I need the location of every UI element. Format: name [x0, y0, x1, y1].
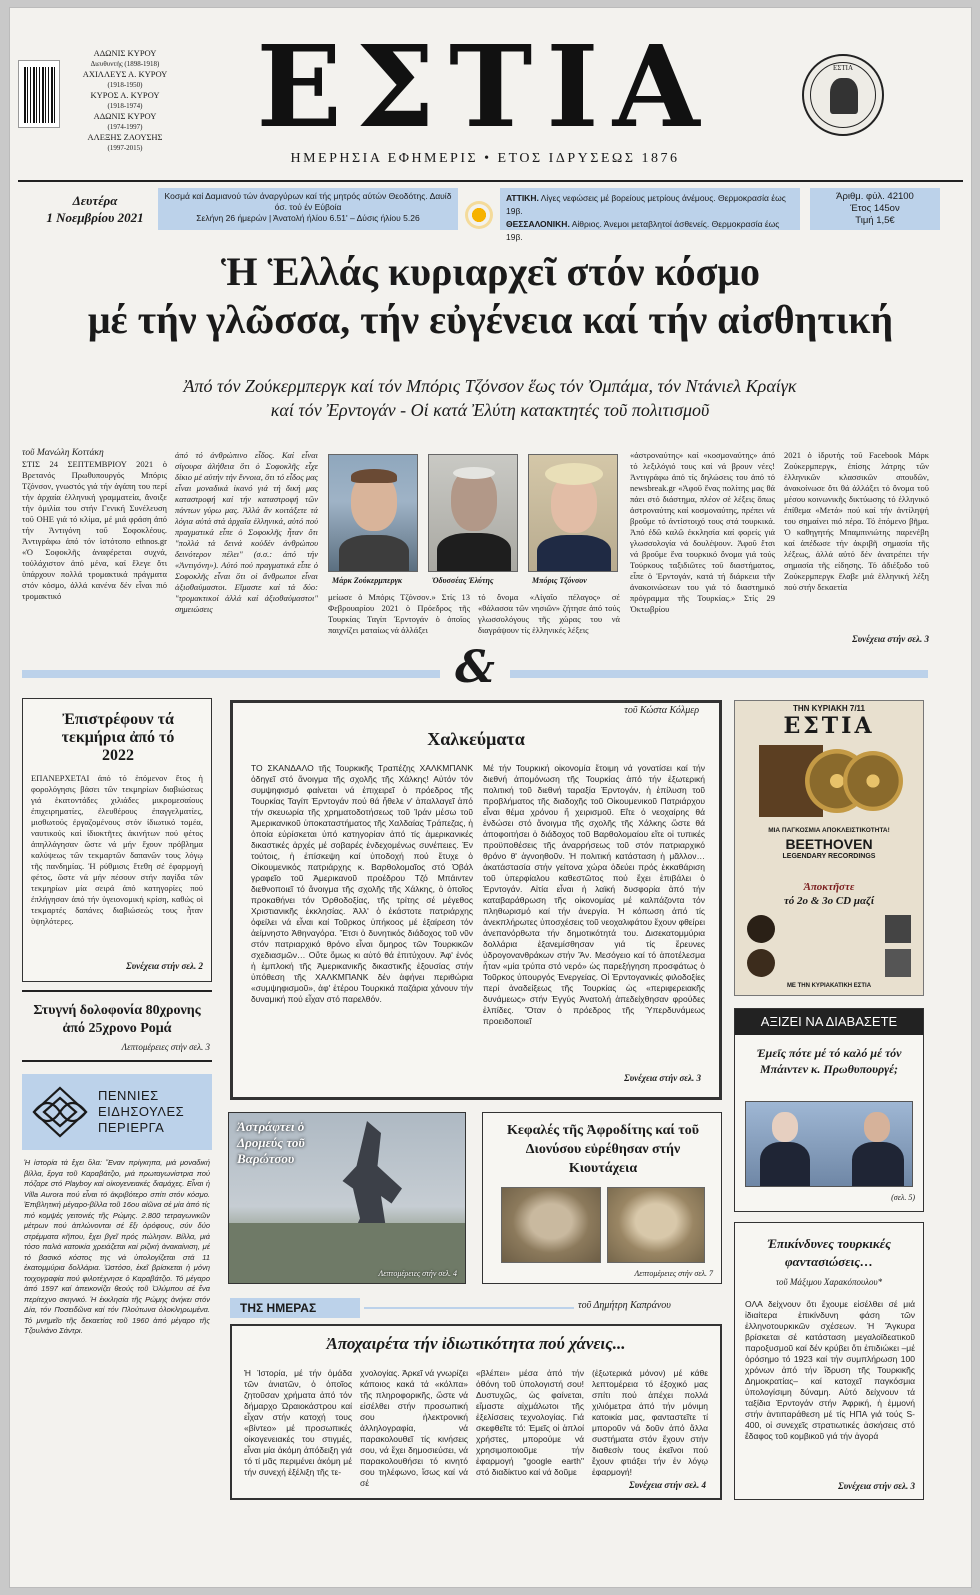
feature-box: [230, 700, 722, 1100]
turkey-continued: Συνέχεια στήν σελ. 3: [838, 1481, 915, 1491]
sun-icon: [468, 204, 490, 226]
murder-headline: Στυγνή δολοφονία 80χρονης ἀπό 25χρονο Ρομά: [33, 1003, 201, 1036]
heads-headline: Κεφαλές τῆς Ἀφροδίτης καί τοῦ Διονύσου εὑρέθησαν στήν Κιουτάχεια: [507, 1123, 699, 1176]
portrait-elytis: [428, 454, 518, 572]
pennies-title: ΠΕΝΝΙΕΣ ΕΙΔΗΣΟΥΛΕΣ ΠΕΡΙΕΡΓΑ: [98, 1088, 185, 1135]
today-headline: Ἀποχαιρέτα τήν ἰδιωτικότητα πού χάνεις...: [326, 1334, 626, 1353]
weather: ΑΤΤΙΚΗ. Λίγες νεφώσεις μέ βορείους μετρίους άνέμους. Θερμοκρασία έως 19β. ΘΕΣΣΑΛΟΝΙΚΗ. Αίθριος. Άνεμοι μεταβλητοί άσθενείς. Θερμοκρασία έως 19β.: [500, 188, 800, 230]
portrait-zuckerberg: [328, 454, 418, 572]
today-byline: τοῦ Δημήτρη Καπράνου: [578, 1300, 671, 1311]
today-column-2: χνολογίας. Ἀρκεῖ νά γνωρίζει κάποιος κακά τά «κόλπα» τῆς πληροφορικῆς, ὥστε νά εἰσέλθει στήν προσωπική σου ἠλεκτρονική ἀλληλογραφία, νά παρακολουθεῖ τίς κινήσεις σου, νά ἔχει δημοσιεύσει, νά παρακολουθήσει τό κινητό σου τηλέφωνο, ἴσως καί νά σέ: [360, 1368, 468, 1488]
worth-ref: (σελ. 5): [891, 1193, 915, 1202]
ornament-icon: [28, 1082, 92, 1142]
conductor-thumb-1: [885, 915, 911, 943]
murder-details: Λεπτομέρειες στήν σελ. 3: [121, 1042, 210, 1052]
lead-byline: τοῦ Μανώλη Κοττάκη: [22, 448, 104, 458]
runner-caption: Ἀστράφτει ὁ Δρομεύς τοῦ Βαρώτσου: [237, 1119, 305, 1166]
masthead-seal: ΕΣΤΙΑ: [802, 54, 884, 136]
pennies-body: Ἡ ἱστορία τά ἔχει ὅλα: Ἕναν πρίγκηπα, μιά μοναδική βίλλα, ἔργα τοῦ Καραβάτζιο, μιά πρωταγωνίστρια πού πόζαρε στό Playboy καί οἰκογενειακές διαμάχες. Εἶναι ἡ Villa Aurora πού εἶναι τό ἀκριβότερο σπίτι στόν κόσμο. Ἐπιβλητική μέγαρο-βίλλα τοῦ 16ου αἰῶνα σέ μία ἀπό τίς πιό κομψές γειτονιές τῆς Ρώμης. 2.800 τετραγωνικῶν μέτρων πού ἁπλώνονται σέ ἔξι ὀρόφους, σύν δύο στρέμματα κῆπου, ἔχει βγεῖ πρός πώλησιν. Βίλλα, μιά τόσο παλιά κατοικία χρειάζεται καί ριζική ἀνακαίνιση, μέ τό βασικό κόστος της νά ὑπολογίζεται στά 11 ἑκατομμύρια δολλάρια. Ὡστόσο, ἐκεῖ βρίσκεται ἡ μόνη τοιχογραφία πού φιλοτέχνησε ὁ Καραβάτζιο. Τό μέγαρο ἀπό 1597 καί ἀπεικονίζει θεούς τοῦ Ὀλύμπου σέ ἕνα περίτεχνο σκηνικό. Ἡ ἐκκλησία τῆς Ρώμης ἀνήκει στόν Δία, τόν Ποσειδῶνα καί τόν Πλούτωνα ὁλοκληρωμένα. Τό μνημεῖο τῆς δεκαετίας τοῦ 1960 ἀπό μέγαρο τῆς Τζουλιάνο Σάντρι.: [24, 1158, 210, 1335]
lead-column-5: «ἀστροναύτης» καί «κοσμοναύτης» ἀπό τό λεξιλόγιό τους καί νά βρουν νέες! Ἀντιγράφω ἀπό τίς δηλώσεις του ἀπό τό newsbreak.gr «Ἀφοῦ ἕνας πολίτης μας θά πάει στό διάστημα, πλέον σέ λέξεις ὅπως ἀστροναύτης καί κοσμοναύτης, πρέπει νά βροῦμε τό ἀντίστοιχό τους στά τουρκικά. Ἀπό ἐδῶ καλῶ ἐκκλησία καί φορείς γιά γλωσσολογία νά δουλέψουν. Ἀφοῦ ἔτσι νά βροῦμε ἕνα τουρκικό ὄνομα γιά τούς Τούρκους ταξιδιῶτες τοῦ διαστήματος, εἶπε ὁ Ἐρντογάν, κατά τή διάρκεια τῆν ἀνακοινώσεων του γιά τό διαστημικό πρόγραμμα τῆς Τουρκίας.» Στίς 29 Ὀκτωβρίου: [630, 450, 775, 614]
ampersand-divider: &: [455, 642, 495, 693]
masthead-title: ΕΣΤΙΑ: [256, 22, 714, 153]
dateline-date: Δευτέρα 1 Νοεμβρίου 2021: [46, 193, 144, 225]
divider-band-left: [22, 670, 440, 678]
biden-erdogan-photo: [745, 1101, 913, 1187]
today-column-1: Ἡ Ἱστορία, μέ τήν ὁμάδα τῶν ἀνιατῶν, ὁ ὁποῖος ζητοῦσαν χρήματα ἀπό τόν δήμαρχο Ὠραιοκάστρου καί εἶχαν στήν κατοχή τους «βίντεο» μέ προσωπικές οἰκογενειακές του στιγμές, εἶναι μία ἀκόμη ἀπόδειξη γιά τό τί μᾶς περιμένει ἀκόμη μέ τήν συνεχή ἐξέλιξη τῆς τε-: [244, 1368, 352, 1477]
feature-byline: τοῦ Κώστα Κόλμερ: [624, 705, 699, 716]
today-label: ΤΗΣ ΗΜΕΡΑΣ: [230, 1298, 360, 1318]
lead-column-3: μείωσε ὁ Μπόρις Τζόνσον.» Στίς 13 Φεβρουαρίου 2021 ὁ Πρόεδρος τῆς Τουρκίας Ταγίπ Ἐρντογάν ὁ ὁποῖος παιχνίζει ματαίως νά ἀλλάξει: [328, 592, 470, 635]
cd-thumb-1: [747, 915, 775, 943]
barcode: [18, 60, 60, 128]
today-box: [230, 1324, 722, 1500]
caption-zuckerberg: Μάρκ Ζούκερμπεργκ: [332, 576, 403, 585]
tax-headline: Ἐπιστρέφουν τά τεκμήρια ἀπό τό 2022: [61, 711, 175, 764]
lead-headline: Ἡ Ἑλλάς κυριαρχεῖ στόν κόσμο μέ τήν γλῶσσα, τήν εὐγένεια καί τήν αἰσθητική: [87, 249, 894, 342]
feature-headline: Χαλκεύματα: [427, 729, 525, 749]
portrait-johnson: [528, 454, 618, 572]
heads-ref: Λεπτομέρειες στήν σελ. 7: [634, 1269, 713, 1278]
tax-body: ΕΠΑΝΕΡΧΕΤΑΙ ἀπό τό ἑπόμενον ἔτος ἡ φορολόγησις βάσει τῶν τεκμηρίων διαβιώσεως γιά ἑκατοντάδες χιλιάδες μικρομεσαίους ἐπιχειρηματίες, ἐλευθέρους ἐπαγγελματίες, μισθωτούς ἐργαζομένους στόν ἰδιωτικό τομέα, ναυτικούς καί ἰδιοκτῆτες ἀκινήτων πού φέτος ἀπηλλάγησαν ὥστε νά μήν ἔχουν πρόβλημα καλύψεως τῶν τεκμαρτῶν δαπανῶν τους λόγῳ τῆς πανδημίας. Ἡ ρύθμισις ἔτεθη σέ ἐφαρμογή φέτος, ὥστε νά μήν πέσουν στήν παγίδα τῶν τεκμηρίων μία σειρά ἀπό κατηγορίες πού ἐπλήγησαν ἀπό τήν ὑγειονομική κρίση, καθώς οἱ τεκμαρτές δαπάνες διαβιώσεώς τους ἦταν ὑψηλότερες.: [31, 773, 203, 926]
divider-band-right: [510, 670, 928, 678]
runner-ref: Λεπτομέρειες στήν σελ. 4: [378, 1269, 457, 1278]
beethoven-promo: ΤΗΝ ΚΥΡΙΑΚΗ 7/11 ΕΣΤΙΑ ΜΙΑ ΠΑΓΚΟΣΜΙΑ ΑΠΟΚΛΕΙΣΤΙΚΟΤΗΤΑ! BEETHOVEN LEGENDARY RECORDINGS Ἀποκτῆστε τό 2ο & 3ο CD μαζί ΜΕ ΤΗΝ ΚΥΡΙΑΚΑΤΙΚΗ ΕΣΤΙΑ: [734, 700, 924, 996]
turkey-box: [734, 1222, 924, 1500]
dionysus-head-photo: [607, 1187, 705, 1263]
issue-info: Άριθμ. φύλ. 42100 Έτος 145ον Τιμή 1,5€: [810, 188, 940, 230]
tax-continued: Συνέχεια στήν σελ. 2: [126, 961, 203, 971]
top-rule: [18, 180, 963, 182]
lead-column-2: ἀπό τό ἀνθρώπινο εἶδος. Καί εἶναι σίγουρα ἀλήθεια ὅτι ὁ Σοφοκλῆς εἶχε δίκιο μέ αὐτήν τήν ἔννοια, ὅτι τό εἶδος μας εἶναι μοναδικά ἱκανό γιά τή δική μας καταστροφή καί τήν καταστροφή τῶν πάντων γύρω μας. Ἀλλά ἄν κοιτάξετε τά λόγια αὐτά στά ἀρχαῖα ἑλληνικά, αὐτό πού πραγματικά εἶπε ὁ Σοφοκλῆς ἦταν ὅτι "πολλά τά δεινά κοὐδέν ἀνθρώπου δεινότερον πέλει" (σ.σ.: ἀπό τήν «Ἀντιγόνη»). Αὐτό πού πραγματικά εἶπε ὁ Σοφοκλῆς εἶναι ὅτι οἱ ἄνθρωποι εἶναι ἀξιοθαύμαστοι. Εἴμαστε καί τά δύο: "τρομακτικοί ἀλλά καί ἀξιοθαύμαστοι" σημειώσεις: [175, 450, 318, 614]
lead-column-1: τοῦ Μανώλη Κοττάκη ΣΤΙΣ 24 ΣΕΠΤΕΜΒΡΙΟΥ 2021 ὁ Βρετανός Πρωθυπουργός Μπόρις Τζόνσον, γνωστός γιά τήν ἀγάπη του περί τήν ἀρχαία ἑλληνική γραμματεία, ἄνοιξε τήν ὁμιλία του στήν Γενική Συνέλευση τοῦ ΟΗΕ γιά τό κλίμα, μέ μιά φράση ἀπό τήν Ἀντιγόνη τοῦ Σοφοκλέους. Ἀντιγράφω ἀπό τόν ἱστότοπο ethnos.gr «Ὁ Σοφοκλῆς ἀναφέρεται συχνά, τοὐλάχιστον ἀπό μένα, καί ἔλεγε ὅτι ὑπάρχουν πολλά τρομακτικά πράγματα στόν κόσμο, ἀλλά κανένα δέν εἶναι πιό τρομακτικό: [22, 448, 167, 601]
lead-continued: Συνέχεια στήν σελ. 3: [852, 634, 929, 644]
worth-box: [734, 1008, 924, 1212]
today-column-4: (ἐξωτερικά μόνον) μέ κάθε λεπτομέρεια τό ἐξοχικό μας σπίτι πού ἀπέχει πολλά χιλιόμετρα ἀπό τήν μόνιμη κατοικία μας, φανταστεῖτε τί μποροῦν νά δοῦν ἀπό ἄλλα συστήματα στόν ἔχουν στήν διαθεσίν τους ἐκεῖνοι πού ἔχουν φτιάξει τήν ἐν λόγῳ ἐφαρμογή!: [592, 1368, 708, 1476]
rule-left-2: [22, 1060, 212, 1062]
dateline-saints: Κοσμά καί Δαμιανού τών άναργύρων καί τής μητρός αύτών Θεοδότης. Δαυίδ όσ. τού έν Εύβοία Σελήνη 26 ήμερών | Άνατολή ήλίου 6.51' – Δύσις ήλίου 5.26: [158, 188, 458, 230]
seal-figures: [830, 78, 858, 114]
tax-story-box: [22, 698, 212, 982]
today-continued: Συνέχεια στήν σελ. 4: [629, 1480, 706, 1490]
turkey-byline: τοῦ Μάξιμου Χαρακόπουλου*: [775, 1277, 883, 1287]
aphrodite-head-photo: [501, 1187, 601, 1263]
feature-continued: Συνέχεια στήν σελ. 3: [624, 1073, 701, 1083]
lead-column-6: 2021 ὁ ἱδρυτής τοῦ Facebook Μάρκ Ζούκερμπεργκ, ἐπίσης λάτρης τῶν ἑλληνικῶν κλασσικῶν σπουδῶν, ἀνακοίνωσε ὅτι θά ἀλλάξει τό ὄνομα τοῦ μέσου κοινωνικῆς δικτύωσης τό ἑλληνικό ἐπίθεμα «Μετά» πού καί τήν ἀντίληψή του σημαίνει πιό πέρα. Τό ἑπόμενο βῆμα. Ὁ καθηγητής Μπαμπινιώτης παρενέβη καί ἀπέδωσε τήν ἀκριβῆ σημασία τῆς λέξεως, ἀλλά αὐτό δέν ἀνατρέπει τήν σημασία τῆς είδησης. Τό ἀδιέξοδο τοῦ Ζούκερμπεργκ ἔλαβε μιά ἑλληνική λέξη πού στήν δεκαετία: [784, 450, 929, 592]
feature-column-2: Μέ τήν Τουρκική οἰκονομία ἕτοιμη νά γονατίσει καί τήν διεθνή ἀπομόνωση τῆς Τουρκίας ἀπό τήν ἐξωτερική πολιτική τοῦ διεθνή ταραξία Ἐρντογάν, ἡ ἐπίλυση τοῦ προβλήματος τῆς διαδοχῆς τοῦ Οἰκουμενικοῦ Πατριάρχου εἶναι θέμα χρόνου ἤ χειρισμοῦ. Εἴτε ὁ νεοχαίρης θά ἐνδώσει στό ἄνοιγμα τῆς σχολῆς τῆς Χάλκης ὥστε θά ἀποφοιτήσει ὁ διάδοχος τοῦ Βαρθολομαίου εἴτε οἱ τυπικές προϋποθέσεις τῆς ἀναρρήσεως τοῦ στόν πατριαρχικό θρόνο θ' ἀγνοηθοῦν. Ἡ πολιτική κατάσταση ἡ μᾶλλον… ἀκατάστασία στήν γείτονα χώρα ὁδεύει πρός ἐκκαθάριση τοῦ ὑπερφίαλου καθεστῶτος πού ἔχει ἐπιβάλει ὁ Ἐρντογάν. Αἰτία εἶναι ἡ λαϊκή δυσφορία ἀπό τήν καταβαράθρωση τῆς οἰκονομίας μέ καλπάζοντα τόν πληθωρισμό καί τήν ἀνεργία. Ἡ κόπωση ἀπό τίς ἀνεκπλήρωτες ὑποσχέσεις τοῦ νεοχαλιφάτου ἔχουν φθείρει ἀνεπανόρθωτα τήν δημοτικότητά του. Δισεκατομμύρια δολλάρια ἐξανεμίσθησαν γιά τίς ἔρευνες ὑδρογονανθράκων στήν Ἄν. Μεσόγειο καί τό ἀποτέλεσμα ἦταν «μία τρύπα στό νερό» ὡς παρεξήγηση προσφάτως ὁ Τοῦρκος ὑπουργός Ἐνεργείας. Οἱ Ἐρντογανικές φιλοδοξίες περί ἀναδείξεως τῆς Τουρκίας ὡς «περιφερειακῆς δυνάμεως» στήν Ἐγγύς Ἀνατολή ἀπεδείχθησαν φρούδες ἐλπίδες. Ὅταν ὁ πρόεδρος τῆς Ὑπερδυνάμεως προειδοποιεῖ: [483, 763, 705, 1026]
rule-left-1: [22, 990, 212, 992]
founders-list: ΑΔΩΝΙΣ ΚΥΡΟΥ Διευθυντής (1898-1918) ΑΧΙΛΛΕΥΣ Α. ΚΥΡΟΥ (1918-1950) ΚΥΡΟΣ Α. ΚΥΡΟΥ (1918-1974) ΑΔΩΝΙΣ ΚΥΡΟΥ (1974-1997) ΑΛΕΞΗΣ ΖΑΟΥΣΗΣ (1997-2015): [82, 48, 168, 152]
turkey-headline: Ἐπικίνδυνες τουρκικές φαντασιώσεις…: [767, 1236, 891, 1269]
feature-column-1: ΤΟ ΣΚΑΝΔΑΛΟ τῆς Τουρκικῆς Τραπέζης ΧΑΛΚΜΠΑΝΚ ὁδηγεῖ στό ἄνοιγμα τῆς σχολῆς τῆς Χάλκης! Αὐτόν τόν συμψηφισμό φαίνεται νά ἐπιχειρεῖ ὁ πρόεδρος τῆς Τουρκίας Ταγίπ Ἐρντογάν πού θά ἤθελε ν' ἀπαλλαγεῖ ἀπό τήν σκευωρία τῆς χρηματοδοτήσεως τοῦ Ἰράν μέσω τοῦ Ἀμερικανικοῦ ὑποκαταστήματος τῆς Χαλδαίας Τράπεζας, ἡ ὁποία εὐρίσκεται ὑπό κατηγορίαν ἀπό τίς ἀμερικανικές δικαστικές ἀρχές μέ σοβαρές ἐνδεχομένως συνέπειες. Ἐν τούτοις, ἡ ἐπίσκεψη καί ὑποδοχή πού ἔτυχε ὁ Οἰκουμενικός πατριάρχης κ. Βαρθολομαῖος στό Ὀβάλ γραφεῖο τοῦ Ἀμερικανοῦ προέδρου Τζό Μπάιντεν διεθνοποιεῖ τό ἄνοιγμα τῆς σχολῆς τῆς Χάλκης, ὁ ὁποῖος προκαθήνει τόν Ὀρθοδοξίας, τῆς τρίτης σέ μέγεθος Χριστιανικῆς ἐκκλησίας. Ἀλλ' ὁ ἑκάστοτε πατριάρχης ὀφείλει νά εἶναι καί Τοῦρκος ὑπήκοος μέ ἐξαίρεση τόν ἀείμνηστο Ἀθηναγόρα. Ἔτσι ὁ δυνητικός διάδοχος τοῦ νῦν στόν πατριαρχικό θρόνο εἶναι ὅμηρος τῶν Τουρκικῶν σχεδιασμῶν… Οὔτε ὅμως κι αὐτό θά ἐπιτύχουν. Ἀφ' ἑνός ἡ ἐμπλοκή τῆς Ἀμερικανικῆς δικαστικῆς ἐξουσίας στήν ὑπόθεση τῆς ΧΑΛΚΜΠΑΝΚ δέν ἀφήνει περιθώρια «συμψηφισμοῦ», ἀφ' ἑτέρου Τουρκικά παζάρια χάνουν τήν δυναμική πού εἶχαν στό παρελθόν.: [251, 763, 473, 1004]
today-column-3: «βλέπει» μέσα ἀπό τήν ὀθόνη τοῦ ὑπολογιστή σου! Δυστυχῶς, ὡς φαίνεται, εἴμαστε αἰχμάλωτοι τῆς ἐξελίσσεις τεχνολογίας. Γιά σκεφθεῖτε τό: Ἐμεῖς οἱ ἁπλοί χρήστες, μπορούμε νά χρησιμοποιοῦμε τήν ἐφαρμογή "google earth" στό διαδίκτυο καί νά δοῦμε: [476, 1368, 584, 1477]
today-rule: [364, 1307, 574, 1309]
worth-banner: ΑΞΙΖΕΙ ΝΑ ΔΙΑΒΑΣΕΤΕ: [735, 1009, 923, 1035]
heads-story-box: [482, 1112, 722, 1284]
turkey-body: ΟΛΑ δείχνουν ὅτι ἔχουμε εἰσέλθει σέ μιά ἰδιαίτερα ἐπικίνδυνη φάση τῶν ἑλληνοτουρκικῶν σχέσεων. Ἡ Ἄγκυρα βρίσκεται σέ κατάσταση μεγαλοϊδεατικοῦ παροξυσμοῦ καί δέν κρύβει ὅτι ἐπιδιώκει –μέ ὁρόσημο τό 1923 καί τήν συμπλήρωση 100 χρόνων ἀπό τήν ἵδρυση τῆς Τουρκικῆς Δημοκρατίας– καί κατοχεῖ παγκόσμια ὑπολογίσιμη δύναμη. Αὐτό δείχνουν τά ταξίδια Ἐρντογάν στήν Ἀφρική, ἡ ἐμμονή στήν ἀντιπαράθεση μέ τίς ΗΠΑ γιά τούς S-400, οἱ συνεχεῖς στρατιωτικές ἀσκήσεις στό ἔδαφος τοῦ κομβικοῦ γιά τήν ἀγορά: [745, 1299, 915, 1441]
caption-johnson: Μπόρις Τζόνσον: [532, 576, 587, 585]
conductor-thumb-2: [885, 949, 911, 977]
pennies-header: [22, 1074, 212, 1150]
lead-subheadline: Ἀπό τόν Ζούκερμπεργκ καί τόν Μπόρις Τζόνσον ἕως τόν Ὀμπάμα, τόν Ντάνιελ Κραίγκ καί τόν Ἐρντογάν - Οἱ κατά Ἐλύτη κατακτητές τοῦ πολιτισμοῦ: [183, 376, 797, 420]
lead-column-4: τό ὄνομα «Αἰγαῖο πέλαγος» σέ «θάλασσα τῶν νησιῶν» ζήτησε ἀπό τούς γλωσσολόγους τῆς χώρας του νά διαγράψουν τίς ἑλληνικές λέξεις: [478, 592, 620, 635]
runner-photo: [228, 1112, 466, 1284]
worth-headline: Ἐμεῖς πότε μέ τό καλό μέ τόν Μπάιντεν κ. Πρωθυπουργέ;: [756, 1046, 902, 1076]
vinyl-records-image: [759, 745, 909, 817]
newspaper-front-page: [9, 7, 972, 1588]
caption-elytis: Ὀδυσσέας Ἐλύτης: [432, 576, 494, 585]
masthead-subtitle: ΗΜΕΡΗΣΙΑ ΕΦΗΜΕΡΙΣ • ΕΤΟΣ ΙΔΡΥΣΕΩΣ 1876: [290, 151, 680, 166]
cd-thumb-2: [747, 949, 775, 977]
